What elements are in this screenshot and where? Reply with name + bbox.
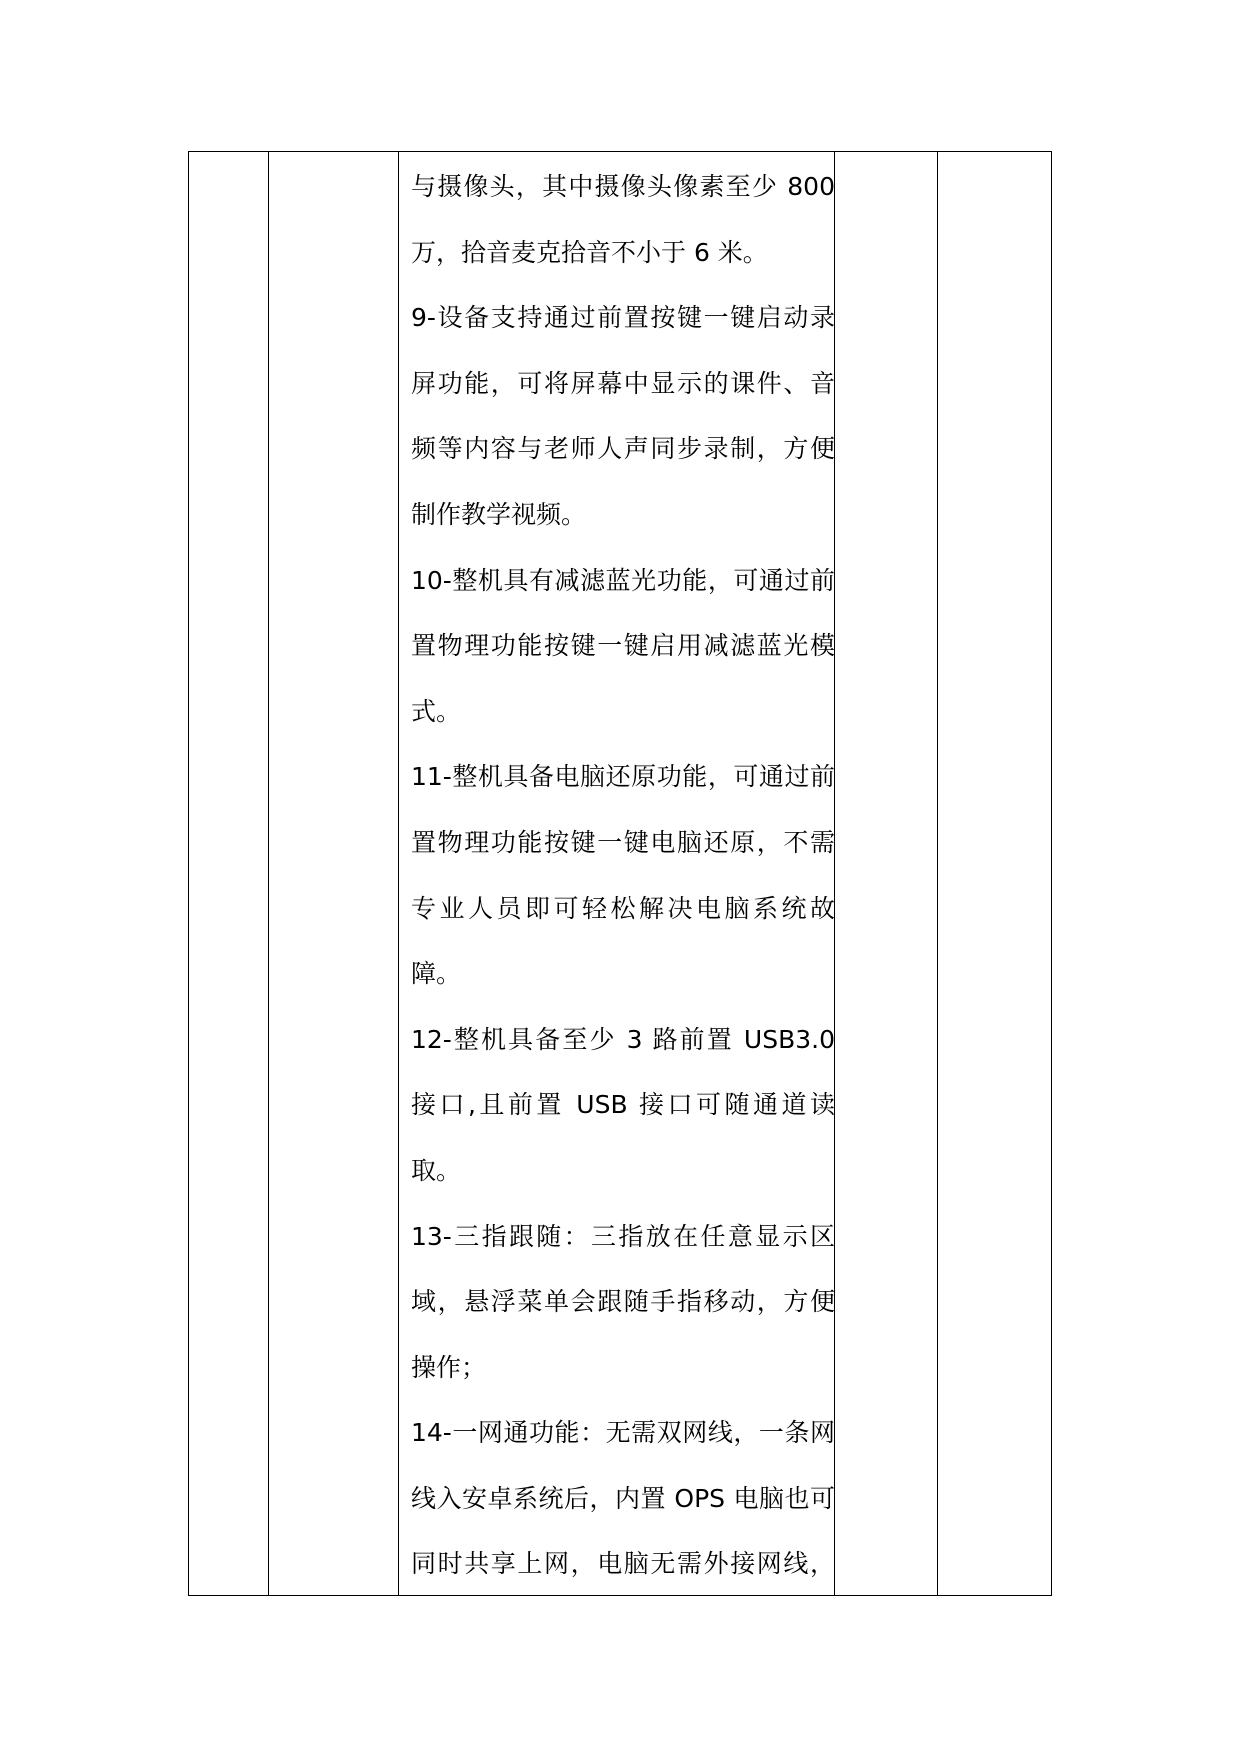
spec-line: 线入安卓系统后，内置 OPS 电脑也可 [411,1483,835,1513]
spec-line: 置物理功能按键一键启用减滤蓝光模 [411,631,835,661]
spec-line: 取。 [411,1155,462,1185]
spec-line: 障。 [411,959,462,989]
spec-line: 域，悬浮菜单会跟随手指移动，方便 [411,1287,835,1317]
spec-line: 万，拾音麦克拾音不小于 6 米。 [411,237,768,267]
spec-line: 频等内容与老师人声同步录制，方便 [411,434,835,464]
spec-line: 11-整机具备电脑还原功能，可通过前 [411,762,835,792]
spec-line: 9-设备支持通过前置按键一键启动录 [411,303,835,333]
spec-table [188,151,1052,1596]
spec-line: 制作教学视频。 [411,499,587,529]
spec-line: 屏功能，可将屏幕中显示的课件、音 [411,368,835,398]
spec-line: 专业人员即可轻松解决电脑系统故 [411,893,835,923]
spec-line: 同时共享上网，电脑无需外接网线， [411,1549,835,1579]
column-divider-1 [268,152,269,1595]
spec-line: 接口,且前置 USB 接口可随通道读 [411,1090,835,1120]
spec-line: 14-一网通功能：无需双网线，一条网 [411,1418,835,1448]
column-divider-2 [398,152,399,1595]
spec-line: 式。 [411,696,462,726]
spec-cell [411,154,835,1597]
spec-line: 操作； [411,1352,487,1382]
column-divider-4 [937,152,938,1595]
spec-line: 13-三指跟随：三指放在任意显示区 [411,1221,835,1251]
spec-line: 10-整机具有减滤蓝光功能，可通过前 [411,565,835,595]
spec-line: 与摄像头，其中摄像头像素至少 800 [411,172,835,201]
spec-line: 置物理功能按键一键电脑还原，不需 [411,827,835,857]
spec-line: 12-整机具备至少 3 路前置 USB3.0 [411,1024,835,1054]
